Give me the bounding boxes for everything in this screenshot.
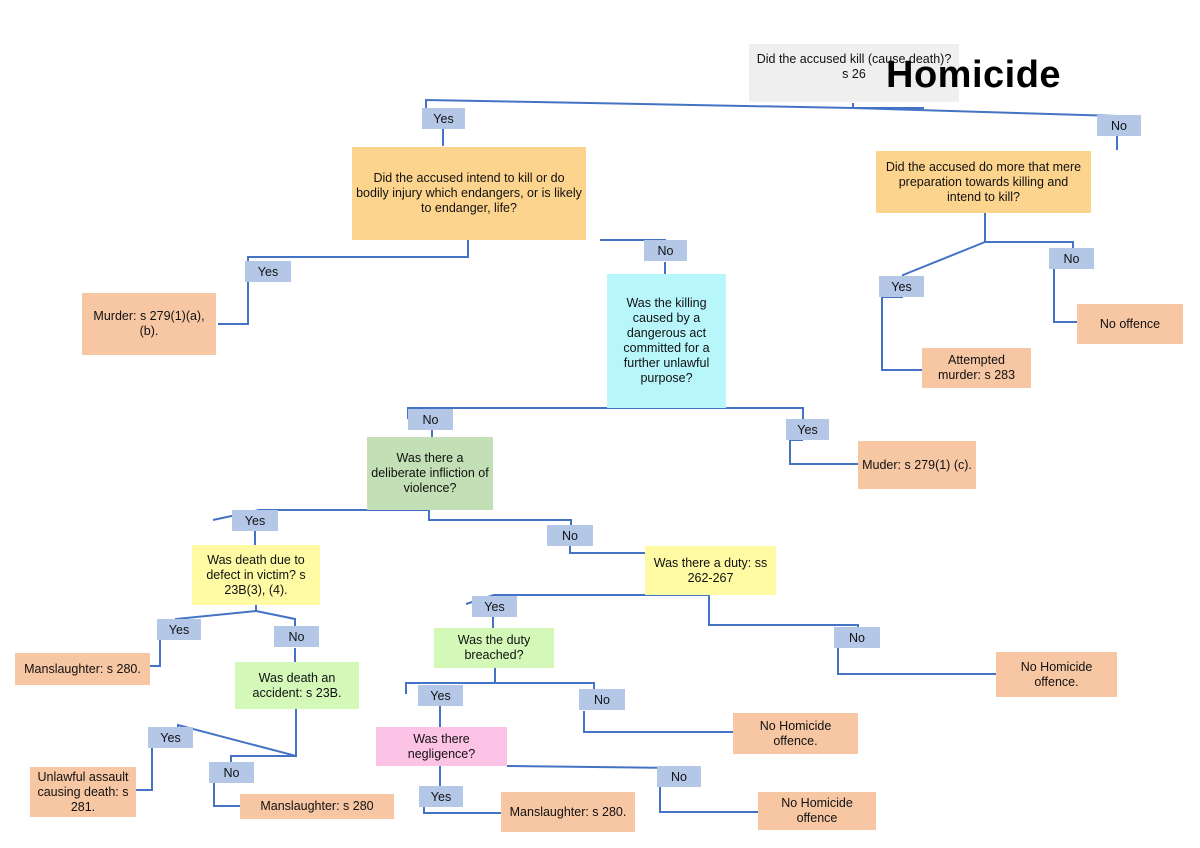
outcome-attempted-murder: Attempted murder: s 283: [922, 348, 1031, 388]
question-did-kill: Did the accused kill (cause death)? s 26: [749, 44, 959, 102]
label-yes: Yes: [232, 510, 278, 531]
label-yes: Yes: [157, 619, 201, 640]
page-title: Homicide: [886, 54, 1062, 96]
label-yes: Yes: [879, 276, 924, 297]
outcome-no-homicide-duty: No Homicide offence.: [996, 652, 1117, 697]
question-defect-in-victim: Was death due to defect in victim? s 23B(3), (4).: [192, 545, 320, 605]
question-intend-to-kill: Did the accused intend to kill or do bodily injury which endangers, or is likely to endanger, life?: [352, 147, 586, 240]
label-yes: Yes: [786, 419, 829, 440]
outcome-murder-ab: Murder: s 279(1)(a), (b).: [82, 293, 216, 355]
outcome-unlawful-assault: Unlawful assault causing death: s 281.: [30, 767, 136, 817]
label-yes: Yes: [418, 685, 463, 706]
label-no: No: [1097, 115, 1141, 136]
question-duty-breached: Was the duty breached?: [434, 628, 554, 668]
label-no: No: [274, 626, 319, 647]
outcome-manslaughter-accident: Manslaughter: s 280: [240, 794, 394, 819]
label-no: No: [547, 525, 593, 546]
label-yes: Yes: [422, 108, 465, 129]
question-deliberate-violence: Was there a deliberate infliction of violence?: [367, 437, 493, 510]
label-no: No: [209, 762, 254, 783]
label-no: No: [579, 689, 625, 710]
outcome-manslaughter-negligence: Manslaughter: s 280.: [501, 792, 635, 832]
label-no: No: [1049, 248, 1094, 269]
label-yes: Yes: [419, 786, 463, 807]
outcome-manslaughter-defect: Manslaughter: s 280.: [15, 653, 150, 685]
outcome-no-homicide-breach: No Homicide offence.: [733, 713, 858, 754]
question-dangerous-act: Was the killing caused by a dangerous act committed for a further unlawful purpose?: [607, 274, 726, 408]
outcome-murder-c: Muder: s 279(1) (c).: [858, 441, 976, 489]
label-no: No: [657, 766, 701, 787]
question-duty: Was there a duty: ss 262-267: [645, 546, 776, 595]
label-no: No: [408, 409, 453, 430]
question-preparation: Did the accused do more that mere preparation towards killing and intend to kill?: [876, 151, 1091, 213]
question-negligence: Was there negligence?: [376, 727, 507, 766]
question-accident: Was death an accident: s 23B.: [235, 662, 359, 709]
outcome-no-homicide-negligence: No Homicide offence: [758, 792, 876, 830]
label-yes: Yes: [472, 596, 517, 617]
label-no: No: [644, 240, 687, 261]
label-yes: Yes: [245, 261, 291, 282]
label-no: No: [834, 627, 880, 648]
label-yes: Yes: [148, 727, 193, 748]
outcome-no-offence: No offence: [1077, 304, 1183, 344]
